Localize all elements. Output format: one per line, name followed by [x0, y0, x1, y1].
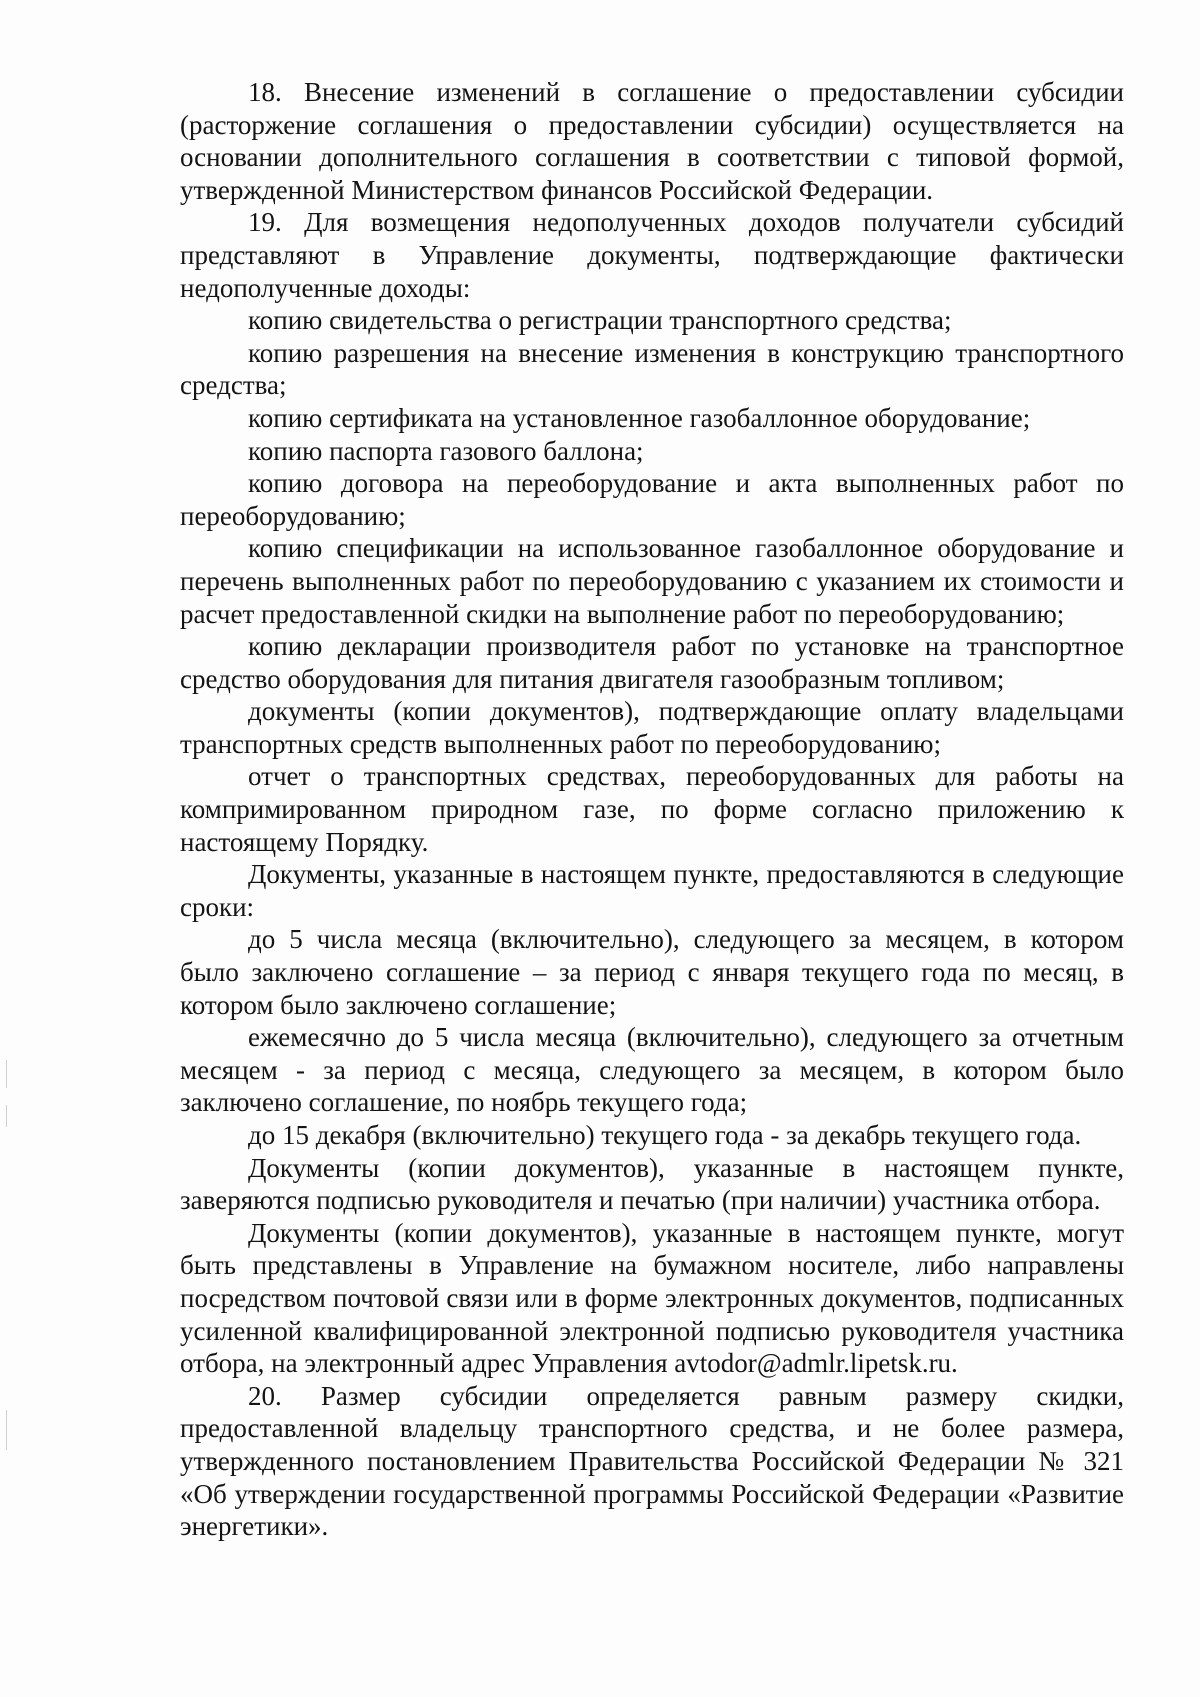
paragraph-20: 20. Размер субсидии определяется равным размеру скидки, предоставленной владельцу транспортного средства, и не более размера, утвержденного постановлением Правительства Российской Федерации № 321 «Об утверждении государственной программы Российской Федерации «Развитие энергетики». — [180, 1380, 1124, 1542]
list-item-vehicle-report: отчет о транспортных средствах, переоборудованных для работы на компримированном природном газе, по форме согласно приложению к настоящему Порядку. — [180, 761, 1124, 857]
scan-edge-mark — [6, 1060, 7, 1088]
scan-edge-mark — [6, 1105, 7, 1127]
list-item-equipment-certificate: копию сертификата на установленное газобаллонное оборудование; — [248, 402, 1031, 433]
list-item-registration-certificate: копию свидетельства о регистрации транспортного средства; — [248, 305, 952, 336]
list-item-cylinder-passport: копию паспорта газового баллона; — [248, 435, 644, 466]
deadline-first: до 5 числа месяца (включительно), следующего за месяцем, в котором было заключено соглашение – за период с января текущего года по месяц, в котором было заключено соглашение; — [180, 924, 1124, 1020]
deadline-monthly: ежемесячно до 5 числа месяца (включительно), следующего за отчетным месяцем - за период с месяца, следующего за месяцем, в котором было заключено соглашение, по ноябрь текущего года; — [180, 1022, 1124, 1118]
paragraph-19: 19. Для возмещения недополученных доходов получатели субсидий представляют в Управление документы, подтверждающие фактически недополученные доходы: — [180, 207, 1124, 303]
deadlines-intro: Документы, указанные в настоящем пункте, предоставляются в следующие сроки: — [180, 859, 1124, 922]
list-item-construction-permit: копию разрешения на внесение изменения в конструкцию транспортного средства; — [180, 337, 1124, 401]
certification-paragraph: Документы (копии документов), указанные в настоящем пункте, заверяются подписью руководителя и печатью (при наличии) участника отбора. — [180, 1152, 1124, 1216]
list-item-manufacturer-declaration: копию декларации производителя работ по установке на транспортное средство оборудования для питания двигателя газообразным топливом; — [180, 631, 1124, 694]
submission-paragraph: Документы (копии документов), указанные в настоящем пункте, могут быть представлены в Управление на бумажном носителе, либо направлены посредством почтовой связи или в форме электронных документов, подписанных усиленной квалифицированной электронной подписью руководителя участника отбора, на электронный адрес Управления avtodor@admlr.lipetsk.ru. — [180, 1217, 1124, 1379]
scan-edge-mark — [6, 1410, 7, 1450]
list-item-equipment-specification: копию спецификации на использованное газобаллонное оборудование и перечень выполненных работ по переоборудованию с указанием их стоимости и расчет предоставленной скидки на выполнение работ по переоборудованию; — [180, 533, 1124, 629]
deadline-december: до 15 декабря (включительно) текущего года - за декабрь текущего года. — [248, 1120, 1082, 1150]
document-body — [180, 76, 1124, 1543]
list-item-payment-documents: документы (копии документов), подтверждающие оплату владельцами транспортных средств выполненных работ по переоборудованию; — [180, 696, 1124, 759]
paragraph-18: 18. Внесение изменений в соглашение о предоставлении субсидии (расторжение соглашения о предоставлении субсидии) осуществляется на основании дополнительного соглашения в соответствии с типовой формой, утвержденной Министерством финансов Российской Федерации. — [180, 77, 1124, 205]
list-item-conversion-contract: копию договора на переоборудование и акта выполненных работ по переоборудованию; — [180, 468, 1124, 531]
